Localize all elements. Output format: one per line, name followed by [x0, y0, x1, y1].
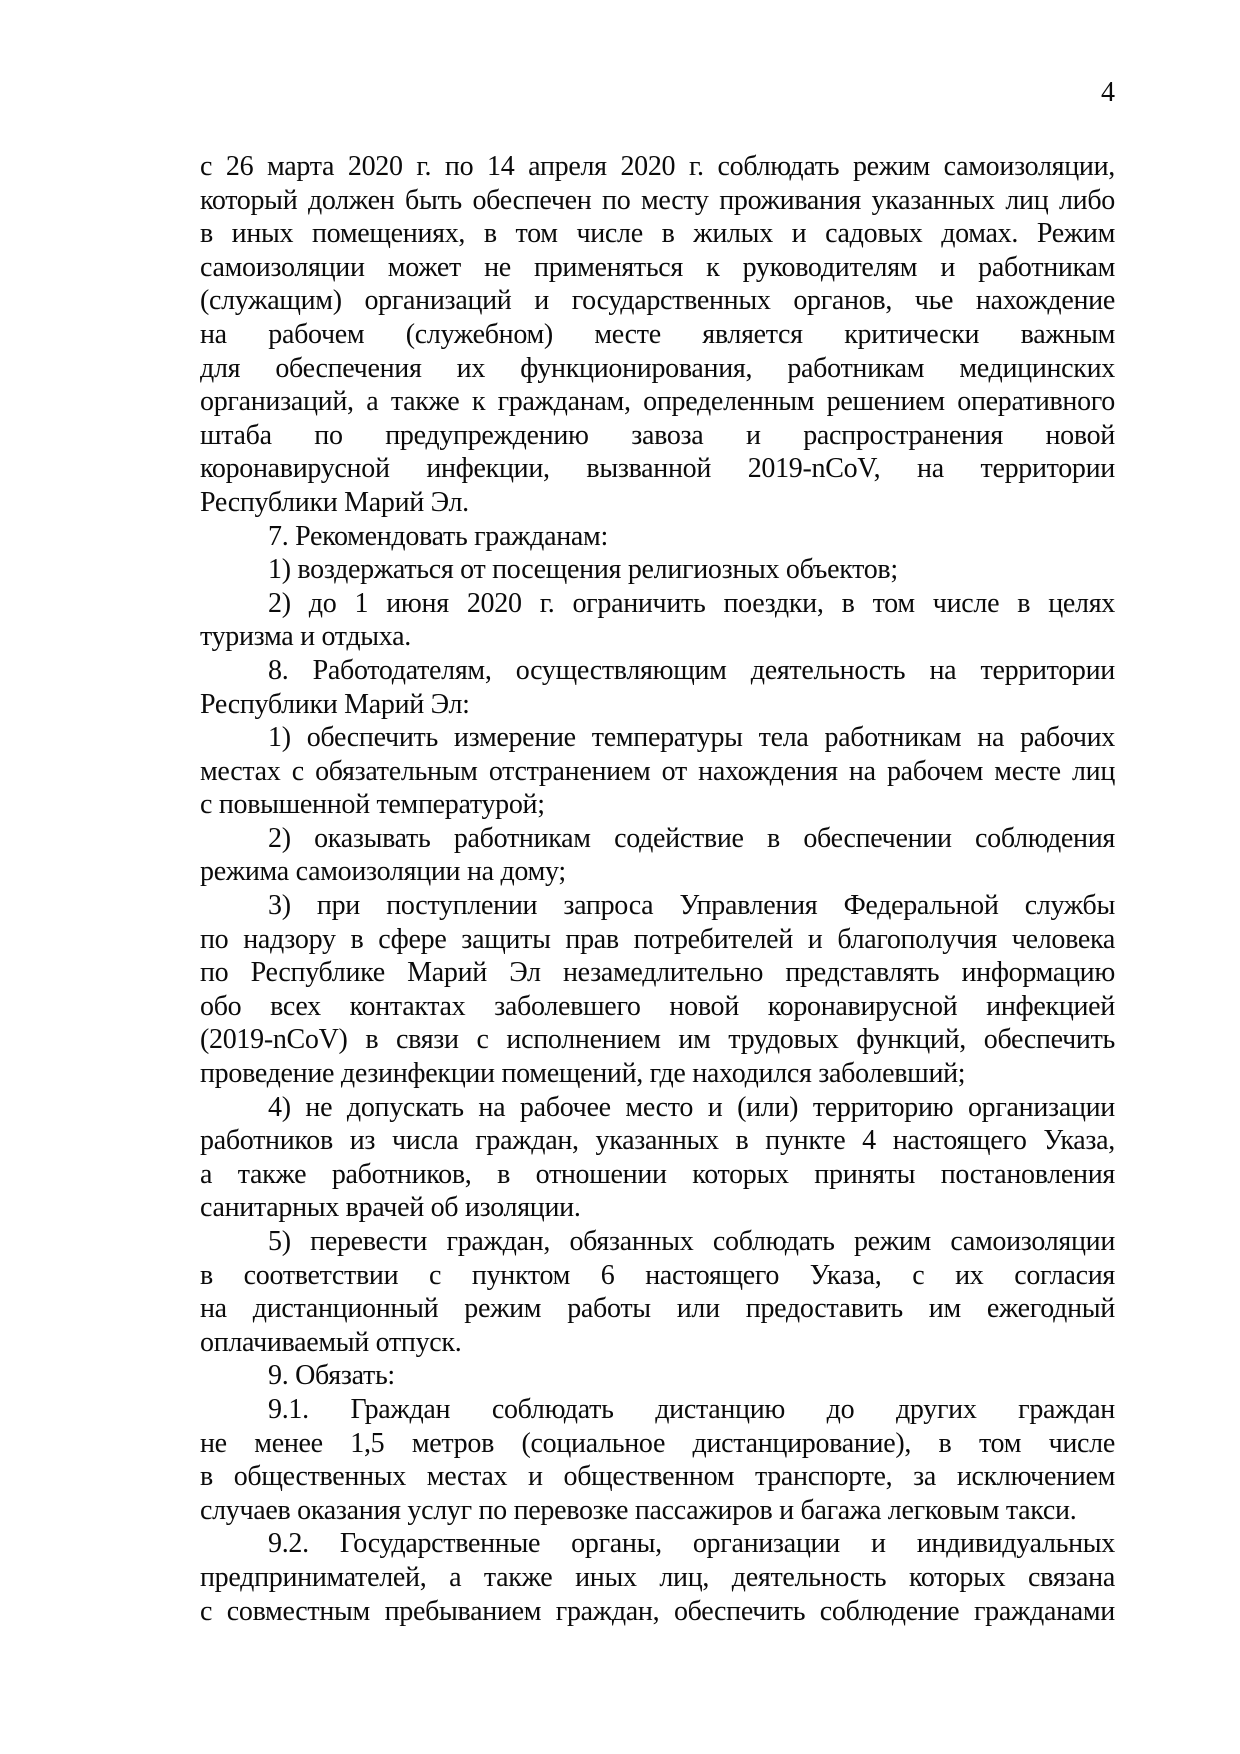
- text-line: в иных помещениях, в том числе в жилых и садовых домах. Режим: [200, 218, 1115, 250]
- text-line: местах с обязательным отстранением от нахождения на рабочем месте лиц: [200, 755, 1115, 787]
- text-line: с 26 марта 2020 г. по 14 апреля 2020 г. соблюдать режим самоизоляции,: [200, 151, 1115, 182]
- text-line: оплачиваемый отпуск.: [200, 1326, 462, 1358]
- text-line: 9.1. Граждан соблюдать дистанцию до других граждан: [268, 1393, 1115, 1425]
- paragraph: [200, 520, 1115, 554]
- paragraph: [200, 553, 1115, 587]
- text-line: случаев оказания услуг по перевозке пассажиров и багажа легковым такси.: [200, 1494, 1077, 1526]
- text-line: 4) не допускать на рабочее место и (или) территорию организации: [268, 1091, 1115, 1123]
- paragraph: [200, 654, 1115, 721]
- text-line: на дистанционный режим работы или предоставить им ежегодный: [200, 1293, 1115, 1325]
- paragraph: [200, 1359, 1115, 1393]
- text-line: 8. Работодателям, осуществляющим деятельность на территории: [268, 654, 1115, 686]
- text-line: который должен быть обеспечен по месту проживания указанных лиц либо: [200, 184, 1115, 216]
- text-line: 2) оказывать работникам содействие в обеспечении соблюдения: [268, 822, 1115, 854]
- text-line: в соответствии с пунктом 6 настоящего Указа, с их согласия: [200, 1259, 1115, 1291]
- text-line: режима самоизоляции на дому;: [200, 856, 566, 888]
- paragraph: [200, 150, 1115, 520]
- text-line: не менее 1,5 метров (социальное дистанцирование), в том числе: [200, 1427, 1115, 1459]
- text-line: в общественных местах и общественном транспорте, за исключением: [200, 1461, 1115, 1493]
- text-line: по Республике Марий Эл незамедлительно представлять информацию: [200, 957, 1115, 989]
- text-line: самоизоляции может не применяться к руководителям и работникам: [200, 251, 1115, 283]
- text-line: 1) воздержаться от посещения религиозных объектов;: [268, 554, 898, 586]
- text-line: Республики Марий Эл:: [200, 688, 470, 720]
- paragraph: [200, 1225, 1115, 1359]
- text-line: для обеспечения их функционирования, работникам медицинских: [200, 352, 1115, 384]
- text-line: санитарных врачей об изоляции.: [200, 1192, 581, 1224]
- text-line: проведение дезинфекции помещений, где находился заболевший;: [200, 1058, 966, 1090]
- text-line: 7. Рекомендовать гражданам:: [268, 520, 608, 552]
- document-body: [200, 150, 1115, 1628]
- text-line: 2) до 1 июня 2020 г. ограничить поездки, в том числе в целях: [268, 587, 1115, 619]
- text-line: Республики Марий Эл.: [200, 486, 469, 518]
- text-line: с совместным пребыванием граждан, обеспечить соблюдение гражданами: [200, 1595, 1115, 1627]
- text-line: по надзору в сфере защиты прав потребителей и благополучия человека: [200, 923, 1115, 955]
- text-line: предпринимателей, а также иных лиц, деятельность которых связана: [200, 1561, 1115, 1593]
- text-line: 1) обеспечить измерение температуры тела работникам на рабочих: [268, 722, 1115, 754]
- text-line: на рабочем (служебном) месте является критически важным: [200, 318, 1115, 350]
- paragraph: [200, 1527, 1115, 1628]
- text-line: коронавирусной инфекции, вызванной 2019-nCoV, на территории: [200, 453, 1115, 485]
- text-line: с повышенной температурой;: [200, 789, 545, 821]
- page-number: 4: [1101, 77, 1115, 108]
- paragraph: [200, 1091, 1115, 1225]
- paragraph: [200, 721, 1115, 822]
- text-line: 9. Обязать:: [268, 1360, 395, 1392]
- text-line: а также работников, в отношении которых приняты постановления: [200, 1158, 1115, 1190]
- text-line: обо всех контактах заболевшего новой коронавирусной инфекцией: [200, 990, 1115, 1022]
- paragraph: [200, 1393, 1115, 1527]
- text-line: организаций, а также к гражданам, определенным решением оперативного: [200, 386, 1115, 418]
- text-line: штаба по предупреждению завоза и распространения новой: [200, 419, 1115, 451]
- paragraph: [200, 822, 1115, 889]
- paragraph: [200, 587, 1115, 654]
- text-line: работников из числа граждан, указанных в пункте 4 настоящего Указа,: [200, 1125, 1115, 1157]
- text-line: 3) при поступлении запроса Управления Федеральной службы: [268, 890, 1115, 922]
- text-line: (служащим) организаций и государственных органов, чье нахождение: [200, 285, 1115, 317]
- text-line: (2019-nCoV) в связи с исполнением им трудовых функций, обеспечить: [200, 1024, 1115, 1056]
- text-line: 5) перевести граждан, обязанных соблюдать режим самоизоляции: [268, 1226, 1115, 1257]
- text-line: 9.2. Государственные органы, организации и индивидуальных: [268, 1528, 1115, 1560]
- text-line: туризма и отдыха.: [200, 621, 411, 653]
- paragraph: [200, 889, 1115, 1091]
